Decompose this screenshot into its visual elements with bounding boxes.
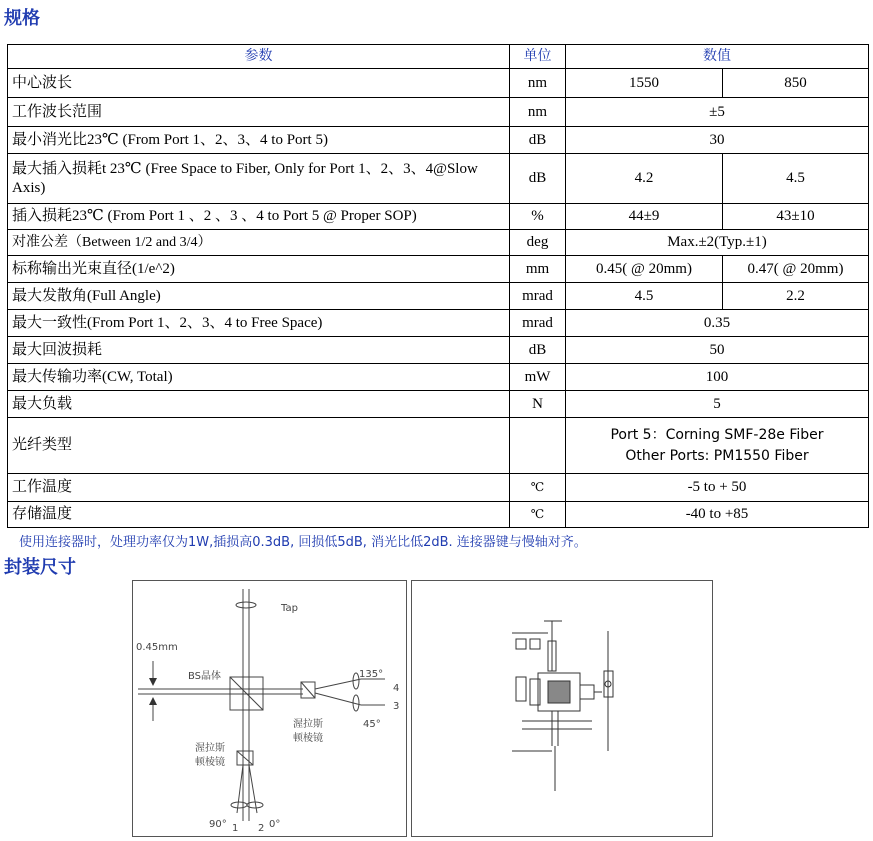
table-row — [8, 502, 869, 528]
value-cell: -5 to + 50 — [566, 474, 869, 502]
unit-cell: nm — [510, 69, 566, 98]
unit-cell: dB — [510, 127, 566, 154]
param-cell: 工作波长范围 — [8, 98, 510, 127]
param-cell: 最大一致性(From Port 1、2、3、4 to Free Space) — [8, 310, 510, 337]
param-cell: 存储温度 — [8, 502, 510, 528]
value-cell-1550: 4.5 — [566, 283, 723, 310]
value-cell-850: 850 — [723, 69, 869, 98]
param-cell: 工作温度 — [8, 474, 510, 502]
value-cell: 5 — [566, 391, 869, 418]
label-port4: 4 — [393, 683, 400, 694]
param-cell: 标称输出光束直径(1/e^2) — [8, 256, 510, 283]
table-row — [8, 230, 869, 256]
param-cell: 对准公差（Between 1/2 and 3/4） — [8, 230, 510, 256]
header-param: 参数 — [8, 45, 510, 69]
unit-cell: ℃ — [510, 502, 566, 528]
label-90: 90° — [209, 819, 227, 830]
label-bs: BS晶体 — [188, 671, 222, 682]
fiber-line-2: Other Ports: PM1550 Fiber — [625, 447, 809, 464]
table-row — [8, 337, 869, 364]
param-cell: 最大负载 — [8, 391, 510, 418]
spec-table — [7, 44, 869, 528]
label-45: 45° — [363, 719, 381, 730]
unit-cell: % — [510, 204, 566, 230]
value-cell-850: 0.47( @ 20mm) — [723, 256, 869, 283]
table-row — [8, 98, 869, 127]
unit-cell: dB — [510, 154, 566, 204]
label-tap: Tap — [281, 603, 298, 614]
param-cell: 最大传输功率(CW, Total) — [8, 364, 510, 391]
table-header-row — [8, 45, 869, 69]
param-cell: 插入损耗23℃ (From Port 1 、2 、3 、4 to Port 5 @ Proper SOP) — [8, 204, 510, 230]
param-cell: 最大回波损耗 — [8, 337, 510, 364]
fiber-line-1: Port 5：Corning SMF-28e Fiber — [610, 426, 824, 443]
value-cell-850: 4.5 — [723, 154, 869, 204]
unit-cell: mrad — [510, 310, 566, 337]
param-cell: 中心波长 — [8, 69, 510, 98]
value-cell-1550: 44±9 — [566, 204, 723, 230]
value-cell: 30 — [566, 127, 869, 154]
unit-cell: mW — [510, 364, 566, 391]
table-row — [8, 283, 869, 310]
value-cell-1550: 1550 — [566, 69, 723, 98]
table-row — [8, 364, 869, 391]
label-prism-bottom-1: 渥拉斯 — [195, 743, 225, 754]
label-prism-right-1: 渥拉斯 — [293, 719, 323, 730]
table-row — [8, 154, 869, 204]
value-cell-850: 43±10 — [723, 204, 869, 230]
param-cell: 光纤类型 — [8, 418, 510, 474]
table-row — [8, 418, 869, 474]
label-port3: 3 — [393, 701, 400, 712]
value-cell: Max.±2(Typ.±1) — [566, 230, 869, 256]
package-drawing-svg — [412, 581, 712, 836]
unit-cell: N — [510, 391, 566, 418]
unit-cell: mrad — [510, 283, 566, 310]
optical-schematic — [132, 580, 407, 837]
unit-cell: dB — [510, 337, 566, 364]
optical-schematic-svg — [133, 581, 406, 836]
value-cell: 100 — [566, 364, 869, 391]
label-prism-bottom-2: 顿棱镜 — [195, 757, 225, 768]
value-cell: 50 — [566, 337, 869, 364]
label-port1: 1 — [232, 823, 239, 834]
label-0: 0° — [269, 819, 281, 830]
unit-cell: mm — [510, 256, 566, 283]
value-cell: ±5 — [566, 98, 869, 127]
section-title-package: 封装尺寸 — [4, 557, 76, 578]
unit-cell — [510, 418, 566, 474]
label-beam-width: 0.45mm — [136, 642, 178, 653]
table-row — [8, 256, 869, 283]
value-cell-1550: 4.2 — [566, 154, 723, 204]
unit-cell: deg — [510, 230, 566, 256]
value-cell-fiber — [566, 418, 869, 474]
unit-cell: nm — [510, 98, 566, 127]
value-cell: -40 to +85 — [566, 502, 869, 528]
package-drawing — [411, 580, 713, 837]
header-value: 数值 — [566, 45, 869, 69]
table-row — [8, 391, 869, 418]
header-unit: 单位 — [510, 45, 566, 69]
label-135: 135° — [359, 669, 384, 680]
connector-note: 使用连接器时，处理功率仅为1W,插损高0.3dB, 回损低5dB, 消光比低2dB. 连接器键与慢轴对齐。 — [19, 535, 587, 550]
table-row — [8, 310, 869, 337]
table-row — [8, 127, 869, 154]
arrow-up-icon — [149, 697, 157, 705]
param-cell: 最大发散角(Full Angle) — [8, 283, 510, 310]
unit-cell: ℃ — [510, 474, 566, 502]
section-title-spec: 规格 — [4, 8, 40, 29]
arrow-down-icon — [149, 678, 157, 686]
table-row — [8, 474, 869, 502]
value-cell: 0.35 — [566, 310, 869, 337]
label-prism-right-2: 顿棱镜 — [293, 733, 323, 744]
table-row — [8, 204, 869, 230]
param-cell: 最大插入损耗t 23℃ (Free Space to Fiber, Only for Port 1、2、3、4@Slow Axis) — [8, 154, 510, 204]
label-port2: 2 — [258, 823, 265, 834]
param-cell: 最小消光比23℃ (From Port 1、2、3、4 to Port 5) — [8, 127, 510, 154]
table-row — [8, 69, 869, 98]
value-cell-850: 2.2 — [723, 283, 869, 310]
value-cell-1550: 0.45( @ 20mm) — [566, 256, 723, 283]
